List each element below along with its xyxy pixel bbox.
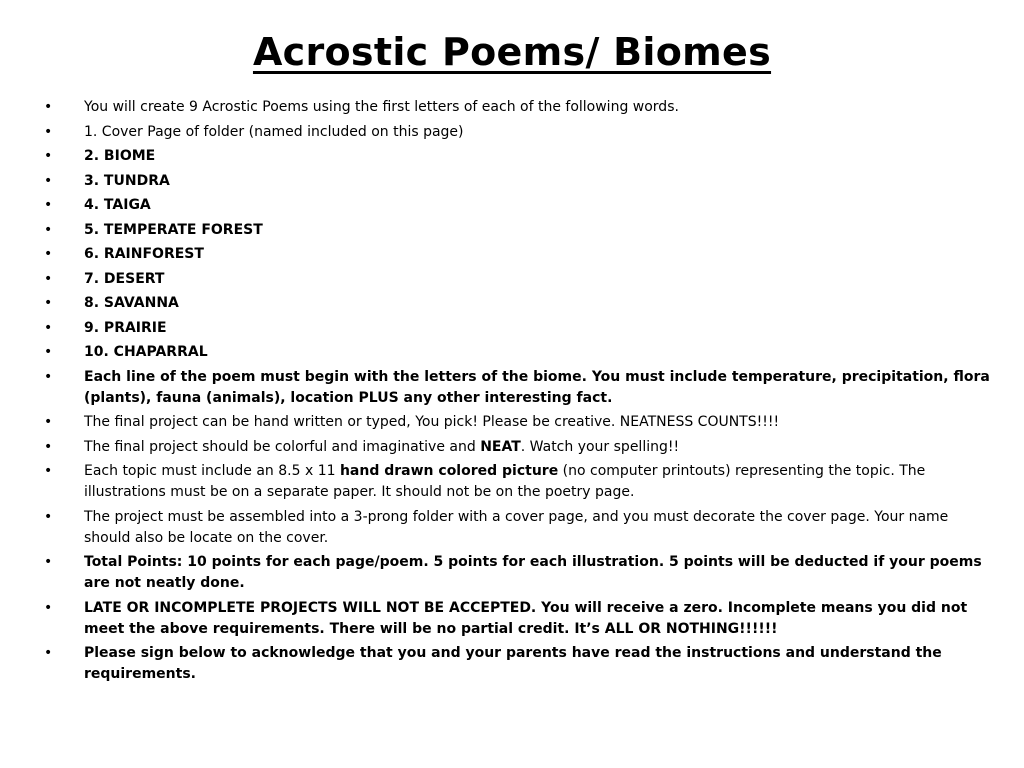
bullet-text: . Watch your spelling!! xyxy=(520,438,680,455)
bullet-dot-icon: • xyxy=(44,344,53,360)
slide-title: Acrostic Poems/ Biomes xyxy=(252,30,772,74)
bullet-item xyxy=(44,244,994,265)
bullet-text-bold: Total Points: 10 points for each page/poem. 5 points for each illustration. 5 points will be deducted if your poems are not neatly done. xyxy=(84,554,982,591)
bullet-item xyxy=(44,552,994,594)
bullet-text-bold: Each line of the poem must begin with the letters of the biome. You must include temperature, precipitation, flora (plants), fauna (animals), location PLUS any other interesting fact. xyxy=(84,368,990,406)
bullet-item xyxy=(44,342,994,363)
bullet-text: The final project can be hand written or typed, You pick! Please be creative. NEATNESS COUNTS!!!! xyxy=(84,414,780,430)
bullet-text-bold: NEAT xyxy=(480,438,521,455)
bullet-text-bold: hand drawn colored picture xyxy=(339,463,559,479)
bullet-item xyxy=(44,220,994,241)
bullet-item xyxy=(44,293,994,314)
bullet-text-bold: 6. RAINFOREST xyxy=(84,246,204,262)
bullet-item xyxy=(44,318,994,339)
bullet-item xyxy=(44,437,994,458)
bullet-dot-icon: • xyxy=(44,645,53,661)
bullet-text-bold: 5. TEMPERATE FOREST xyxy=(84,221,263,238)
bullet-text: You will create 9 Acrostic Poems using the first letters of each of the following words. xyxy=(84,99,679,115)
bullet-dot-icon: • xyxy=(44,295,53,311)
bullet-dot-icon: • xyxy=(44,99,53,115)
bullet-dot-icon: • xyxy=(44,123,53,140)
bullet-dot-icon: • xyxy=(44,554,53,570)
bullet-dot-icon: • xyxy=(44,246,53,262)
bullet-item xyxy=(44,146,994,167)
bullet-text-bold: 4. TAIGA xyxy=(84,197,151,213)
bullet-dot-icon: • xyxy=(44,438,53,455)
bullet-text-bold: Please sign below to acknowledge that you and your parents have read the instructions and understand the requirements. xyxy=(84,645,942,682)
bullet-item xyxy=(44,171,994,192)
bullet-dot-icon: • xyxy=(44,172,53,189)
bullet-dot-icon: • xyxy=(44,319,53,336)
bullet-dot-icon: • xyxy=(44,414,53,430)
bullet-dot-icon: • xyxy=(44,599,53,616)
bullet-dot-icon: • xyxy=(44,221,53,238)
bullet-text-bold: 9. PRAIRIE xyxy=(84,319,167,336)
bullet-list xyxy=(44,97,994,689)
bullet-item xyxy=(44,412,994,433)
bullet-text-bold: 10. CHAPARRAL xyxy=(84,344,208,360)
bullet-text: Each topic must include an 8.5 x 11 xyxy=(84,463,340,479)
bullet-text: (no computer printouts) representing the topic. The illustrations must be on a separate paper. It should not be on the poetry page. xyxy=(84,463,926,500)
bullet-dot-icon: • xyxy=(44,148,53,164)
bullet-item xyxy=(44,461,994,503)
bullet-dot-icon: • xyxy=(44,270,53,287)
bullet-text-bold: 3. TUNDRA xyxy=(84,172,170,189)
bullet-item xyxy=(44,507,994,549)
bullet-item xyxy=(44,598,994,640)
bullet-item xyxy=(44,97,994,118)
bullet-dot-icon: • xyxy=(44,197,53,213)
bullet-item xyxy=(44,643,994,685)
bullet-text-bold: LATE OR INCOMPLETE PROJECTS WILL NOT BE ACCEPTED. You will receive a zero. Incomplete means you did not meet the above requirements. There will be no partial credit. It’s ALL OR NOTHING!!!!!! xyxy=(84,599,968,637)
bullet-dot-icon: • xyxy=(44,508,53,525)
bullet-item xyxy=(44,122,994,143)
bullet-item xyxy=(44,195,994,216)
bullet-text-bold: 7. DESERT xyxy=(84,270,165,287)
bullet-item xyxy=(44,269,994,290)
bullet-text: The project must be assembled into a 3-prong folder with a cover page, and you must decorate the cover page. Your name should also be locate on the cover. xyxy=(84,508,949,546)
bullet-item xyxy=(44,367,994,409)
bullet-dot-icon: • xyxy=(44,463,53,479)
bullet-text-bold: 8. SAVANNA xyxy=(84,295,179,311)
bullet-text: The final project should be colorful and imaginative and xyxy=(84,438,481,455)
bullet-text: 1. Cover Page of folder (named included on this page) xyxy=(84,123,464,140)
bullet-dot-icon: • xyxy=(44,368,53,385)
bullet-text-bold: 2. BIOME xyxy=(84,148,156,164)
